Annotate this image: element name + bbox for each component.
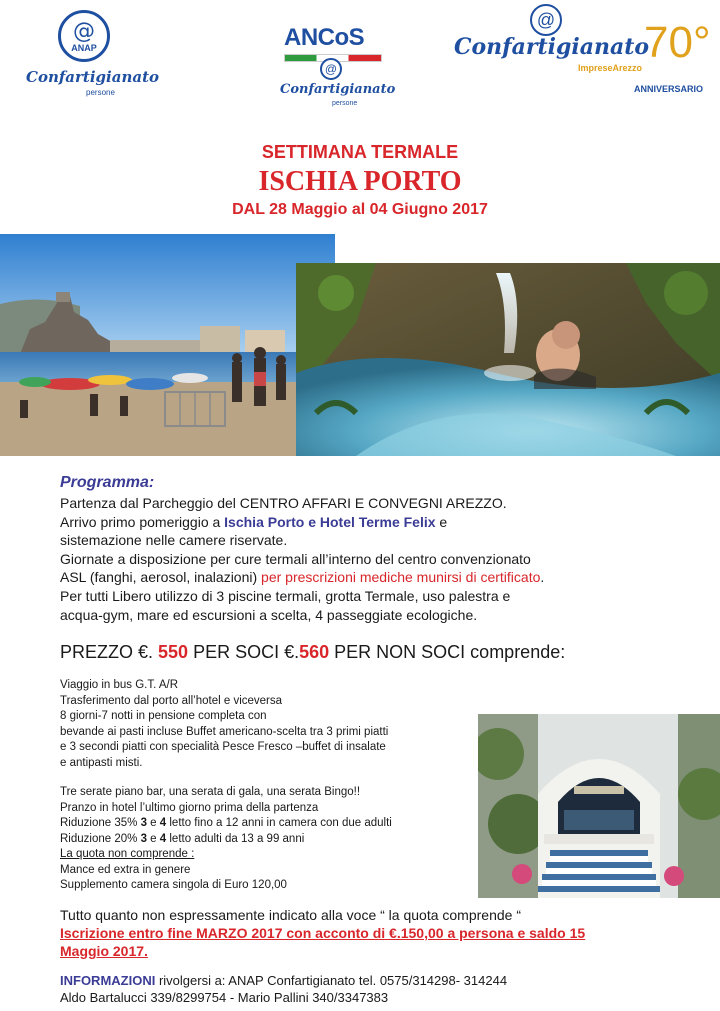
beach-castle-photo — [0, 234, 335, 456]
program-line: acqua-gym, mare ed escursioni a scelta, 4 passeggiate ecologiche. — [60, 606, 478, 623]
price-members: 550 — [158, 642, 189, 662]
list-item: e antipasti misti. — [60, 756, 143, 769]
ancos-logo-acronym: ANCoS — [284, 24, 365, 51]
conf70-anniversary-number: 70° — [644, 18, 711, 67]
thermal-pool-photo — [296, 263, 720, 456]
confartigianato-70-logo — [448, 2, 711, 98]
list-item: e 3 secondi piatti con specialità Pesce Fresco –buffet di insalate — [60, 741, 386, 753]
price-line: PREZZO €. 550 PER SOCI €.560 PER NON SOCI comprende: — [60, 642, 566, 662]
program-line: Arrivo primo pomeriggio a Ischia Porto e Hotel Terme Felix e — [60, 513, 448, 530]
list-item: Supplemento camera singola di Euro 120,00 — [60, 879, 287, 891]
anap-logo-name: Confartigianato — [26, 68, 160, 86]
list-item: Viaggio in bus G.T. A/R — [60, 679, 179, 691]
ancos-logo — [280, 22, 396, 118]
page-title: ISCHIA PORTO — [258, 166, 462, 197]
anap-logo — [26, 8, 160, 120]
conf70-anniversary-label: ANNIVERSARIO — [634, 84, 704, 94]
program-line: ASL (fanghi, aerosol, inalazioni) per prescrizioni mediche munirsi di certificato. — [60, 569, 545, 586]
title-subtitle: SETTIMANA TERMALE — [261, 142, 459, 162]
conf70-logo-sub: ImpreseArezzo — [578, 63, 643, 73]
program-line: Per tutti Libero utilizzo di 3 piscine termali, grotta Termale, uso palestra e — [60, 587, 511, 604]
hotel-entrance-photo — [478, 714, 720, 898]
not-included-note: Tutto quanto non espressamente indicato alla voce “ la quota comprende “ — [60, 907, 521, 923]
list-item: Pranzo in hotel l’ultimo giorno prima della partenza — [60, 801, 319, 814]
info-label: INFORMAZIONI — [60, 973, 156, 988]
reduction-item: Riduzione 20% 3 e 4 letto adulti da 13 a 99 anni — [60, 832, 305, 845]
ancos-at-icon: @ — [320, 58, 342, 80]
info-contacts — [60, 972, 507, 1006]
program-line: Giornate a disposizione per cure termali all’interno del centro convenzionato — [60, 550, 531, 567]
hotel-name-highlight: Ischia Porto e Hotel Terme Felix — [224, 513, 436, 530]
program-heading: Programma: — [60, 474, 155, 491]
title-dates: DAL 28 Maggio al 04 Giugno 2017 — [232, 201, 488, 218]
ancos-logo-name: Confartigianato — [280, 82, 396, 97]
certificate-note: per prescrizioni mediche munirsi di certificato — [261, 569, 541, 586]
conf70-logo-name: Confartigianato — [454, 34, 650, 60]
title-block — [0, 140, 720, 220]
program-line: Partenza dal Parcheggio del CENTRO AFFARI E CONVEGNI AREZZO. — [60, 495, 507, 511]
exclusions-heading: La quota non comprende : — [60, 848, 195, 860]
includes-list — [60, 678, 480, 894]
list-item: Trasferimento dal porto all’hotel e viceversa — [60, 694, 283, 707]
registration-deadline: Iscrizione entro fine MARZO 2017 con acconto di €.150,00 a persona e saldo 15 Maggio 2017. — [60, 925, 586, 959]
list-item: bevande ai pasti incluse Buffet americano-scelta tra 3 primi piatti — [60, 725, 389, 738]
list-item: Tre serate piano bar, una serata di gala, una serata Bingo!! — [60, 786, 361, 798]
program-line: sistemazione nelle camere riservate. — [60, 532, 288, 549]
list-item: Mance ed extra in genere — [60, 863, 191, 876]
anap-at-icon: @ ANAP — [58, 10, 110, 62]
program-body — [60, 494, 710, 624]
anap-logo-sub: persone — [86, 88, 115, 97]
list-item: 8 giorni-7 notti in pensione completa con — [60, 710, 267, 722]
price-non-members: 560 — [299, 642, 330, 662]
contacts-line: Aldo Bartalucci 339/8299754 - Mario Pallini 340/3347383 — [60, 990, 389, 1005]
reduction-item: Riduzione 35% 3 e 4 letto fino a 12 anni in camera con due adulti — [60, 817, 392, 829]
info-line: INFORMAZIONI rivolgersi a: ANAP Confartigianato tel. 0575/314298- 314244 — [60, 973, 508, 988]
ancos-logo-sub: persone — [332, 100, 358, 107]
conf70-at-icon: @ — [530, 4, 562, 36]
